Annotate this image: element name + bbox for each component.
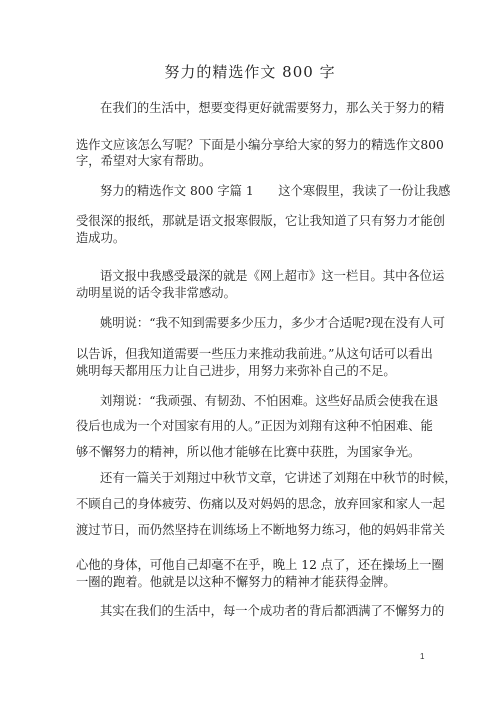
text-line: 够不懈努力的精神，所以他才能够在比赛中获胜，为国家争光。: [76, 445, 421, 459]
text-line: 姚明每天都用压力让自己进步，用努力来弥补自己的不足。: [76, 364, 396, 378]
text-line: 姚明说：“我不知到需要多少压力，多少才合适呢?现在没有人可: [100, 316, 445, 330]
text-line: 字，希望对大家有帮助。: [76, 154, 212, 168]
text-line: 在我们的生活中，想要变得更好就需要努力，那么关于努力的精: [100, 101, 445, 115]
text-line: 语文报中我感受最深的就是《网上超市》这一栏目。其中各位运: [100, 269, 445, 283]
text-line: 动明星说的话令我非常感动。: [76, 286, 236, 300]
text-line: 努力的精选作文 800 字篇 1 这个寒假里，我读了一份让我感: [100, 184, 451, 198]
document-title: 努力的精选作文 800 字: [164, 63, 336, 81]
text-line: 其实在我们的生活中，每一个成功者的背后都洒满了不懈努力的: [100, 604, 445, 618]
text-line: 渡过节日，而仍然坚持在训练场上不断地努力练习，他的妈妈非常关: [76, 523, 445, 537]
text-line: 刘翔说：“我顽强、有韧劲、不怕困难。这些好品质会使我在退: [100, 394, 439, 408]
text-line: 心他的身体，可他自己却毫不在乎，晚上 12 点了，还在操场上一圈: [76, 558, 444, 572]
text-line: 造成功。: [76, 231, 126, 245]
text-line: 选作文应该怎么写呢？下面是小编分享给大家的努力的精选作文800: [76, 138, 444, 152]
text-line: 一圈的跑着。他就是以这种不懈努力的精神才能获得金牌。: [76, 575, 396, 589]
text-line: 受很深的报纸，那就是语文报寒假版，它让我知道了只有努力才能创: [76, 214, 445, 228]
text-line: 还有一篇关于刘翔过中秋节文章，它讲述了刘翔在中秋节的时候，: [100, 471, 457, 485]
page-number: 1: [420, 652, 425, 661]
text-line: 役后也成为一个对国家有用的人。”正因为刘翔有这种不怕困难、能: [76, 419, 433, 433]
text-line: 以告诉，但我知道需要一些压力来推动我前进。”从这句话可以看出: [76, 347, 433, 361]
text-line: 不顾自己的身体疲劳、伤痛以及对妈妈的思念，放弃回家和家人一起: [76, 497, 445, 511]
